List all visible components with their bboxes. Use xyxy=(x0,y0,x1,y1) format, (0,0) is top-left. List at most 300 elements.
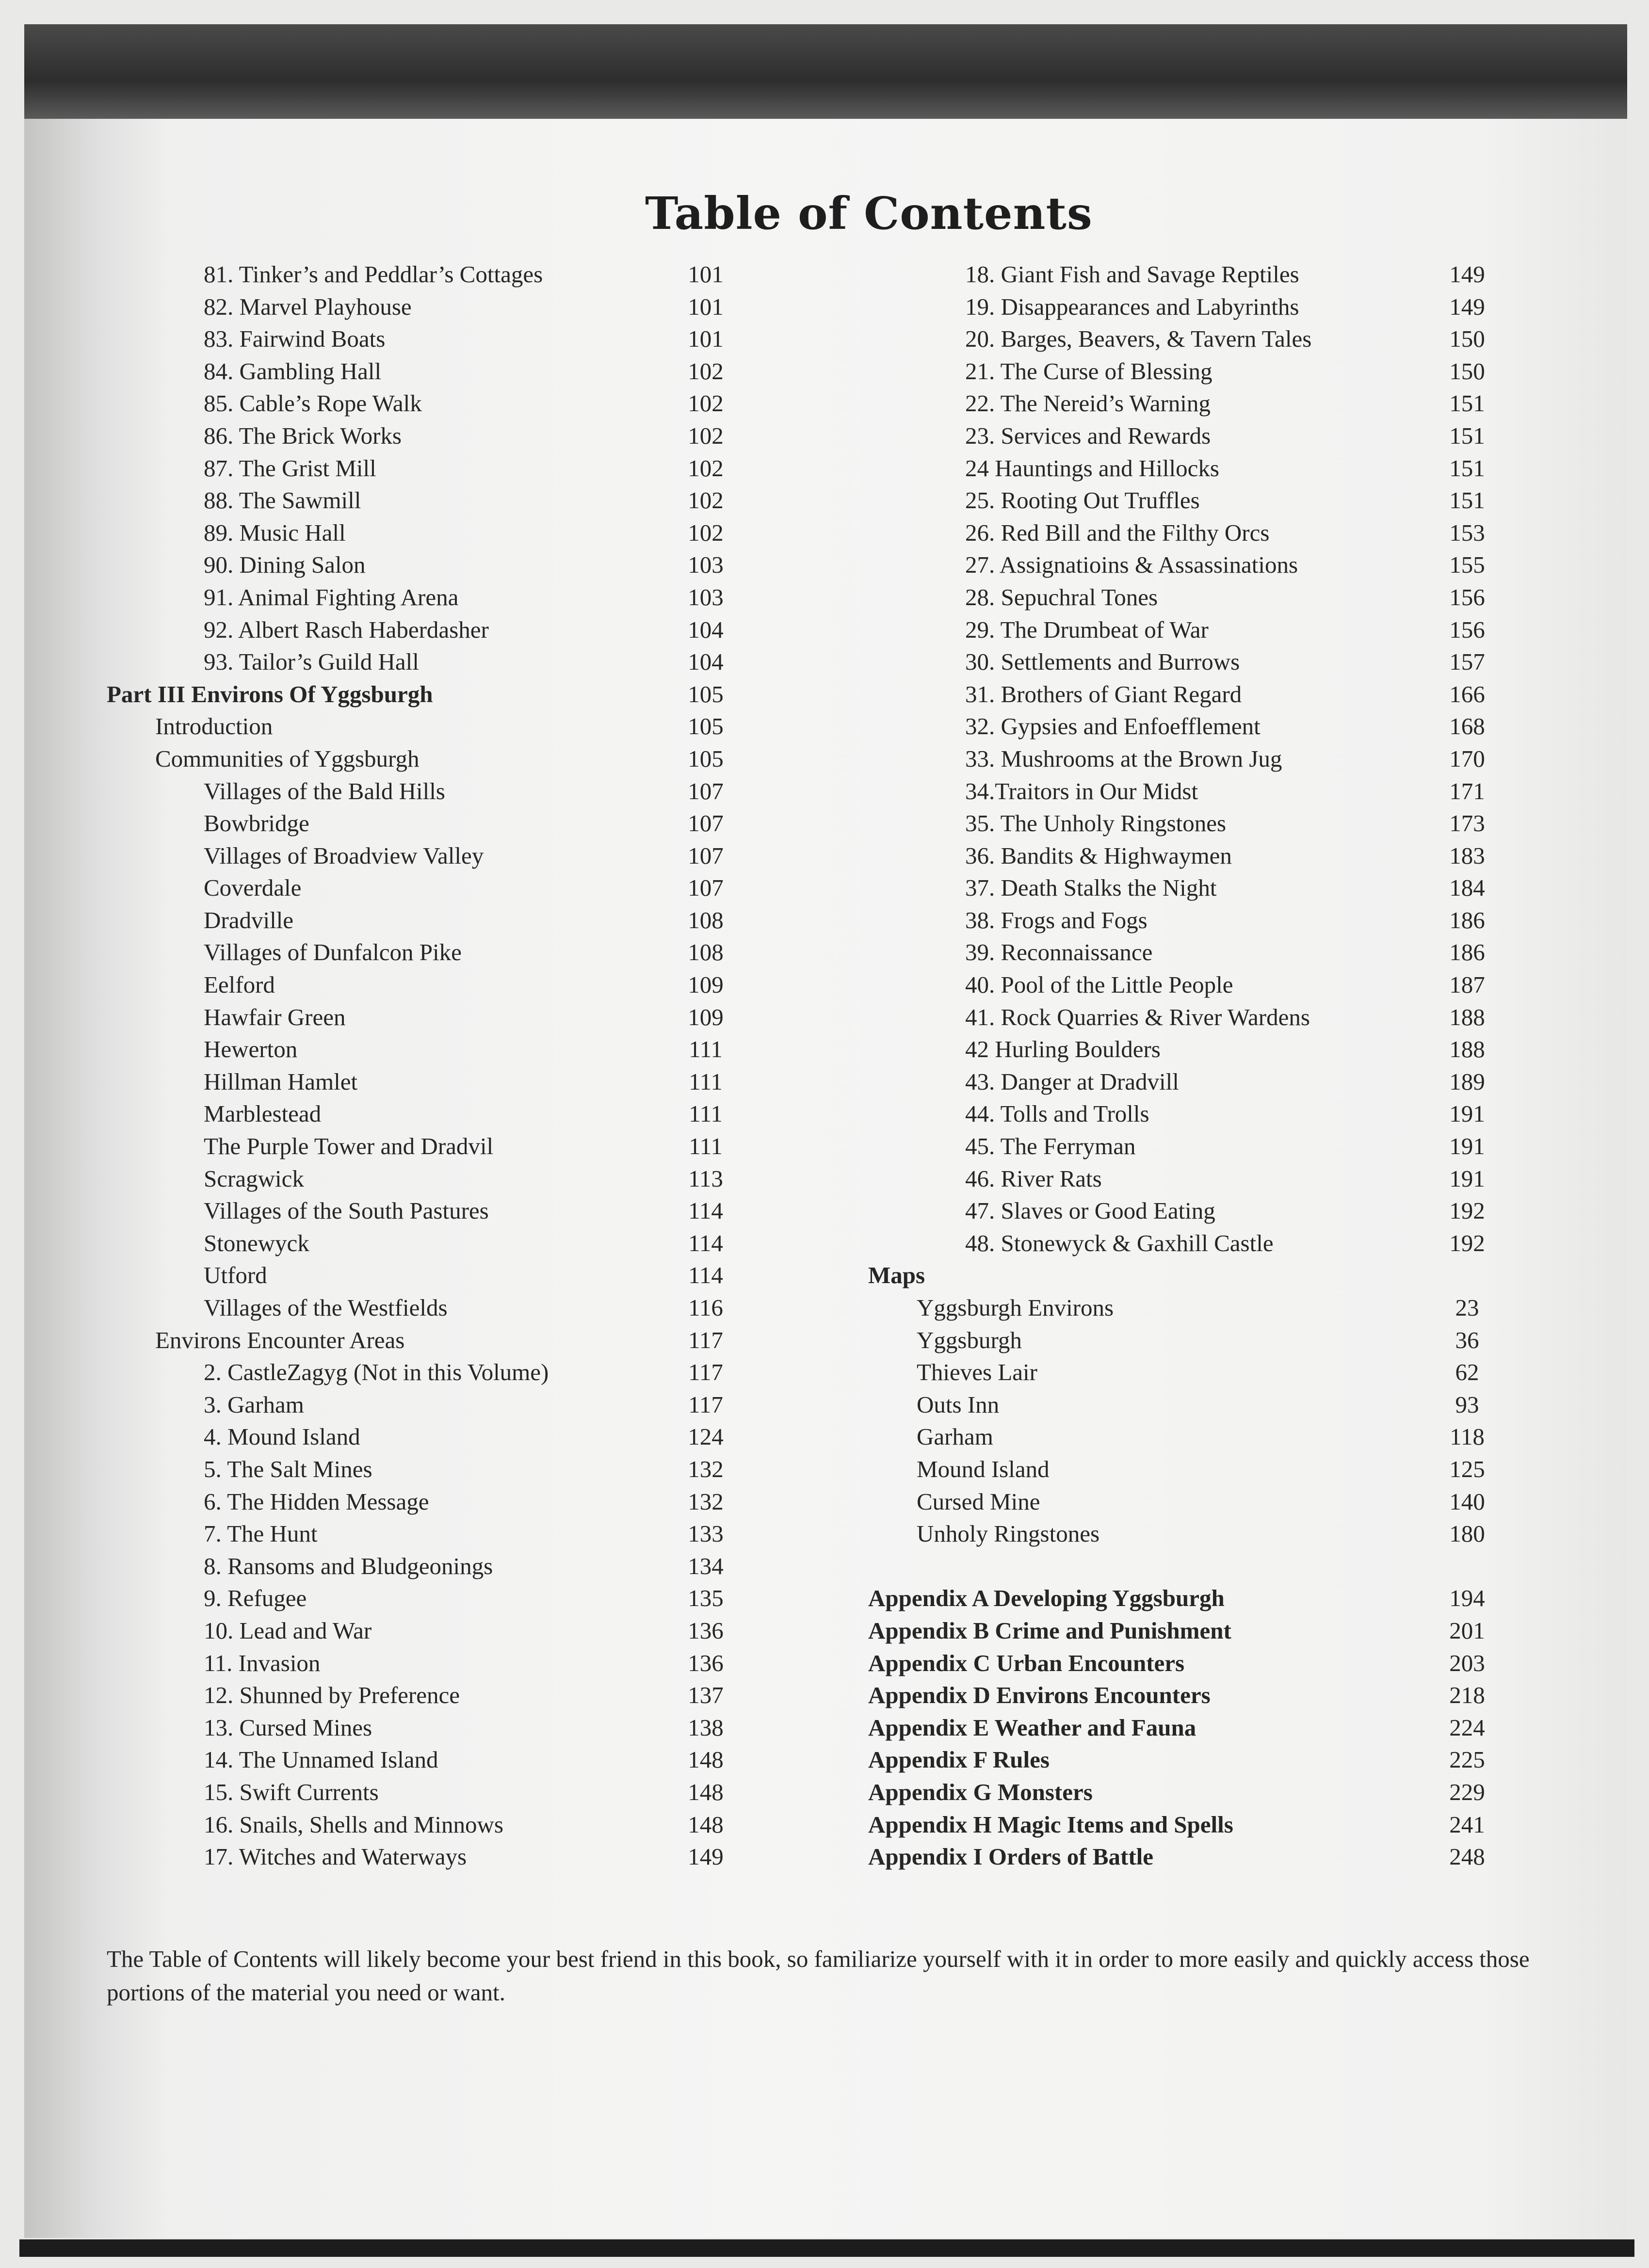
toc-entry xyxy=(868,323,1504,355)
toc-entry-title: 36. Bandits & Highwaymen xyxy=(965,842,1232,869)
toc-entry-title: 38. Frogs and Fogs xyxy=(965,906,1148,933)
toc-entry-title: 3. Garham xyxy=(204,1391,304,1418)
toc-entry xyxy=(107,969,742,1001)
toc-page-number: 149 xyxy=(1449,293,1485,320)
toc-entry xyxy=(868,452,1504,485)
toc-entry xyxy=(868,1486,1504,1518)
toc-entry-title: Appendix F Rules xyxy=(868,1746,1050,1773)
toc-entry-title: 30. Settlements and Burrows xyxy=(965,648,1240,676)
page-title: Table of Contents xyxy=(645,187,1093,240)
toc-page-number: 113 xyxy=(688,1165,723,1192)
toc-page-number: 188 xyxy=(1449,1036,1485,1063)
toc-entry-title: Environs Encounter Areas xyxy=(155,1326,405,1353)
toc-page-number: 241 xyxy=(1449,1811,1485,1838)
toc-entry-title: 17. Witches and Waterways xyxy=(204,1843,467,1870)
toc-page-number: 109 xyxy=(688,971,724,998)
toc-entry-title: Part III Environs Of Yggsburgh xyxy=(107,680,433,708)
toc-entry-title: Hawfair Green xyxy=(204,1003,346,1030)
toc-page-number: 111 xyxy=(689,1100,723,1127)
toc-entry-title: Eelford xyxy=(204,971,275,998)
toc-page-number: 150 xyxy=(1449,325,1485,353)
toc-page-number: 114 xyxy=(688,1229,723,1256)
toc-page-number: 118 xyxy=(1450,1423,1485,1450)
toc-entry xyxy=(868,387,1504,420)
toc-page-number: 186 xyxy=(1449,906,1485,933)
toc-entry-title: 11. Invasion xyxy=(204,1649,321,1676)
toc-page-number: 171 xyxy=(1449,777,1485,804)
toc-entry-title: Unholy Ringstones xyxy=(917,1520,1100,1547)
toc-entry-title: Cursed Mine xyxy=(917,1488,1040,1515)
toc-page-number: 194 xyxy=(1449,1585,1485,1612)
toc-entry xyxy=(868,807,1504,840)
toc-page-number: 108 xyxy=(688,906,724,933)
toc-entry xyxy=(107,1259,742,1292)
toc-entry xyxy=(868,1421,1504,1453)
toc-page-number: 105 xyxy=(688,680,724,708)
toc-entry xyxy=(868,1227,1504,1260)
toc-page-number: 136 xyxy=(688,1649,724,1676)
toc-page-number: 137 xyxy=(688,1682,724,1709)
toc-entry xyxy=(107,1615,742,1647)
toc-right-column xyxy=(868,258,1504,1873)
toc-entry xyxy=(868,775,1504,808)
toc-entry xyxy=(868,969,1504,1001)
toc-page-number: 103 xyxy=(688,551,724,579)
toc-entry xyxy=(107,387,742,420)
toc-entry-title: 32. Gypsies and Enfoefflement xyxy=(965,713,1261,740)
toc-page-number: 153 xyxy=(1449,519,1485,546)
toc-entry-title: 15. Swift Currents xyxy=(204,1778,379,1805)
toc-page-number: 248 xyxy=(1449,1843,1485,1870)
toc-entry-title: 83. Fairwind Boats xyxy=(204,325,386,353)
toc-entry xyxy=(107,1389,742,1421)
toc-entry xyxy=(107,775,742,808)
toc-entry xyxy=(107,807,742,840)
toc-entry-title: 22. The Nereid’s Warning xyxy=(965,390,1211,417)
toc-page-number: 168 xyxy=(1449,713,1485,740)
toc-entry-title: 20. Barges, Beavers, & Tavern Tales xyxy=(965,325,1312,353)
toc-page-number: 105 xyxy=(688,745,724,772)
toc-entry xyxy=(868,1098,1504,1130)
toc-entry-title: 26. Red Bill and the Filthy Orcs xyxy=(965,519,1270,546)
toc-page-number: 62 xyxy=(1455,1359,1479,1386)
toc-entry-title: 82. Marvel Playhouse xyxy=(204,293,412,320)
toc-entry xyxy=(107,291,742,323)
toc-entry-title: The Purple Tower and Dradvil xyxy=(204,1133,494,1160)
toc-entry-title: 7. The Hunt xyxy=(204,1520,318,1547)
toc-page-number: 125 xyxy=(1449,1455,1485,1482)
toc-page-number: 156 xyxy=(1449,583,1485,611)
toc-entry xyxy=(107,1292,742,1324)
toc-page-number: 203 xyxy=(1449,1649,1485,1676)
toc-section-heading xyxy=(868,1679,1504,1712)
toc-entry xyxy=(868,517,1504,549)
toc-page-number: 133 xyxy=(688,1520,724,1547)
toc-entry-title: Yggsburgh xyxy=(917,1326,1022,1353)
toc-entry-title: Appendix I Orders of Battle xyxy=(868,1843,1153,1870)
scan-bottom-edge xyxy=(19,2239,1634,2257)
toc-entry-title: 25. Rooting Out Truffles xyxy=(965,487,1200,514)
toc-entry-title: 10. Lead and War xyxy=(204,1617,372,1644)
toc-section-heading xyxy=(868,1615,1504,1647)
toc-section-heading xyxy=(868,1809,1504,1841)
toc-page-number: 151 xyxy=(1449,390,1485,417)
toc-page-number: 189 xyxy=(1449,1068,1485,1095)
toc-entry-title: 85. Cable’s Rope Walk xyxy=(204,390,422,417)
toc-entry-title: 23. Services and Rewards xyxy=(965,422,1211,449)
toc-page-number: 105 xyxy=(688,713,724,740)
toc-spacer xyxy=(868,1550,1504,1583)
toc-page-number: 107 xyxy=(688,777,724,804)
toc-entry-title: Dradville xyxy=(204,906,294,933)
toc-entry-title: 41. Rock Quarries & River Wardens xyxy=(965,1003,1310,1030)
toc-entry xyxy=(107,1582,742,1615)
toc-entry xyxy=(868,1324,1504,1357)
toc-entry xyxy=(868,1033,1504,1066)
toc-entry-title: Garham xyxy=(917,1423,993,1450)
toc-entry xyxy=(868,1453,1504,1486)
toc-page-number: 135 xyxy=(688,1585,724,1612)
toc-entry xyxy=(868,743,1504,775)
toc-page-number: 132 xyxy=(688,1488,724,1515)
toc-page-number: 187 xyxy=(1449,971,1485,998)
toc-entry xyxy=(868,1195,1504,1227)
toc-page-number: 186 xyxy=(1449,939,1485,966)
toc-entry xyxy=(107,646,742,678)
toc-page-number: 111 xyxy=(689,1133,723,1160)
toc-entry-title: Communities of Yggsburgh xyxy=(155,745,420,772)
toc-page-number: 102 xyxy=(688,454,724,482)
toc-entry-title: Bowbridge xyxy=(204,810,309,837)
toc-section-heading xyxy=(868,1841,1504,1873)
toc-entry xyxy=(107,1163,742,1195)
toc-page-number: 102 xyxy=(688,487,724,514)
toc-footnote: The Table of Contents will likely become your best friend in this book, so familiarize yourself with it in order to more easily and quickly access those portions of the material you need or want. xyxy=(107,1946,1530,2006)
toc-entry xyxy=(868,1389,1504,1421)
toc-entry xyxy=(107,1744,742,1776)
toc-section-heading xyxy=(107,678,742,711)
toc-page-number: 173 xyxy=(1449,810,1485,837)
toc-entry-title: 87. The Grist Mill xyxy=(204,454,376,482)
toc-page-number: 102 xyxy=(688,390,724,417)
toc-entry-title: Appendix D Environs Encounters xyxy=(868,1682,1211,1709)
toc-page-number: 111 xyxy=(689,1068,723,1095)
toc-entry-title: Villages of the Westfields xyxy=(204,1294,448,1321)
toc-page-number: 107 xyxy=(688,810,724,837)
toc-entry-title: 5. The Salt Mines xyxy=(204,1455,372,1482)
toc-page-number: 225 xyxy=(1449,1746,1485,1773)
toc-entry xyxy=(107,452,742,485)
toc-entry-title: Villages of the South Pastures xyxy=(204,1197,489,1224)
toc-entry xyxy=(107,1195,742,1227)
toc-section-heading xyxy=(868,1582,1504,1615)
toc-page-number: 229 xyxy=(1449,1778,1485,1805)
toc-entry xyxy=(868,646,1504,678)
toc-entry xyxy=(868,840,1504,872)
toc-entry-title: Appendix B Crime and Punishment xyxy=(868,1617,1231,1644)
toc-entry-title: 40. Pool of the Little People xyxy=(965,971,1233,998)
toc-page-number: 101 xyxy=(688,325,724,353)
toc-entry-title: 33. Mushrooms at the Brown Jug xyxy=(965,745,1282,772)
toc-page-number: 192 xyxy=(1449,1197,1485,1224)
toc-page-number: 101 xyxy=(688,261,724,288)
toc-page-number: 140 xyxy=(1449,1488,1485,1515)
toc-entry xyxy=(107,1647,742,1680)
toc-entry xyxy=(868,1066,1504,1098)
toc-page-number: 132 xyxy=(688,1455,724,1482)
toc-entry-title: 14. The Unnamed Island xyxy=(204,1746,438,1773)
toc-entry xyxy=(107,1227,742,1260)
toc-page-number: 180 xyxy=(1449,1520,1485,1547)
toc-entry-title: 47. Slaves or Good Eating xyxy=(965,1197,1215,1224)
toc-entry xyxy=(107,840,742,872)
toc-entry xyxy=(107,1550,742,1583)
toc-entry-title: Hillman Hamlet xyxy=(204,1068,358,1095)
toc-page-number: 117 xyxy=(688,1391,723,1418)
toc-page-number: 184 xyxy=(1449,874,1485,901)
toc-entry-title: 29. The Drumbeat of War xyxy=(965,616,1209,643)
toc-page-number: 224 xyxy=(1449,1714,1485,1741)
toc-page-number: 148 xyxy=(688,1811,724,1838)
toc-page-number: 191 xyxy=(1449,1100,1485,1127)
toc-entry-title: Hewerton xyxy=(204,1036,298,1063)
toc-entry xyxy=(868,258,1504,291)
toc-entry-title: 88. The Sawmill xyxy=(204,487,361,514)
toc-entry xyxy=(868,355,1504,388)
toc-entry xyxy=(107,1486,742,1518)
toc-entry xyxy=(868,936,1504,969)
toc-entry xyxy=(107,1098,742,1130)
toc-page-number: 151 xyxy=(1449,454,1485,482)
toc-section-heading xyxy=(868,1712,1504,1744)
toc-entry-title: 81. Tinker’s and Peddlar’s Cottages xyxy=(204,261,543,288)
toc-entry-title: 6. The Hidden Message xyxy=(204,1488,429,1515)
toc-entry-title: 46. River Rats xyxy=(965,1165,1102,1192)
toc-entry-title: 45. The Ferryman xyxy=(965,1133,1136,1160)
toc-left-column xyxy=(107,258,742,1873)
toc-page-number: 201 xyxy=(1449,1617,1485,1644)
toc-entry xyxy=(868,484,1504,517)
toc-entry xyxy=(107,420,742,452)
toc-entry-title: 89. Music Hall xyxy=(204,519,346,546)
toc-entry-title: 42 Hurling Boulders xyxy=(965,1036,1161,1063)
toc-page-number: 104 xyxy=(688,616,724,643)
toc-page-number: 149 xyxy=(688,1843,724,1870)
toc-page-number: 114 xyxy=(688,1197,723,1224)
toc-entry-title: Yggsburgh Environs xyxy=(917,1294,1114,1321)
toc-entry-title: 91. Animal Fighting Arena xyxy=(204,583,459,611)
toc-page-number: 148 xyxy=(688,1746,724,1773)
toc-entry xyxy=(868,1518,1504,1550)
toc-entry-title: Appendix E Weather and Fauna xyxy=(868,1714,1196,1741)
toc-entry-title: 93. Tailor’s Guild Hall xyxy=(204,648,419,676)
toc-page-number: 134 xyxy=(688,1552,724,1579)
toc-entry-title: 16. Snails, Shells and Minnows xyxy=(204,1811,503,1838)
toc-entry-title: 28. Sepuchral Tones xyxy=(965,583,1158,611)
toc-page-number: 218 xyxy=(1449,1682,1485,1709)
toc-entry xyxy=(107,614,742,646)
toc-entry xyxy=(107,1776,742,1809)
toc-entry-title: 12. Shunned by Preference xyxy=(204,1682,460,1709)
toc-page-number: 102 xyxy=(688,519,724,546)
toc-entry xyxy=(107,710,742,743)
toc-page-number: 102 xyxy=(688,422,724,449)
toc-entry xyxy=(868,291,1504,323)
toc-entry xyxy=(868,1001,1504,1034)
toc-entry xyxy=(868,1292,1504,1324)
toc-entry xyxy=(868,420,1504,452)
toc-entry xyxy=(107,549,742,581)
toc-entry xyxy=(868,1163,1504,1195)
toc-entry-title: 35. The Unholy Ringstones xyxy=(965,810,1227,837)
toc-page-number: 117 xyxy=(688,1326,723,1353)
toc-entry xyxy=(107,1453,742,1486)
toc-page-number: 155 xyxy=(1449,551,1485,579)
toc-entry-title: 92. Albert Rasch Haberdasher xyxy=(204,616,489,643)
toc-page-number: 192 xyxy=(1449,1229,1485,1256)
toc-page-number: 191 xyxy=(1449,1165,1485,1192)
toc-entry-title: 2. CastleZagyg (Not in this Volume) xyxy=(204,1359,549,1386)
toc-entry xyxy=(107,872,742,904)
toc-entry-title: Appendix G Monsters xyxy=(868,1778,1093,1805)
toc-entry xyxy=(107,1033,742,1066)
toc-section-heading xyxy=(868,1744,1504,1776)
toc-entry xyxy=(107,1679,742,1712)
toc-entry xyxy=(107,1130,742,1163)
toc-page-number: 188 xyxy=(1449,1003,1485,1030)
toc-entry-title: 8. Ransoms and Bludgeonings xyxy=(204,1552,493,1579)
toc-entry-title: 37. Death Stalks the Night xyxy=(965,874,1217,901)
toc-entry xyxy=(107,904,742,937)
toc-page-number: 103 xyxy=(688,583,724,611)
toc-page-number: 170 xyxy=(1449,745,1485,772)
toc-entry-title: Coverdale xyxy=(204,874,302,901)
toc-entry xyxy=(107,1841,742,1873)
toc-page-number: 157 xyxy=(1449,648,1485,676)
toc-entry-title: 43. Danger at Dradvill xyxy=(965,1068,1179,1095)
toc-entry-title: 27. Assignatioins & Assassinations xyxy=(965,551,1298,579)
toc-entry xyxy=(868,1130,1504,1163)
toc-entry-title: Marblestead xyxy=(204,1100,322,1127)
toc-entry-title: 18. Giant Fish and Savage Reptiles xyxy=(965,261,1299,288)
toc-entry xyxy=(868,710,1504,743)
toc-entry-title: Maps xyxy=(868,1262,925,1289)
toc-entry xyxy=(107,1712,742,1744)
toc-entry xyxy=(868,549,1504,581)
toc-page-number: 109 xyxy=(688,1003,724,1030)
toc-page-number: 108 xyxy=(688,939,724,966)
toc-entry-title: Stonewyck xyxy=(204,1229,309,1256)
toc-entry xyxy=(107,1324,742,1357)
toc-section-heading xyxy=(868,1776,1504,1809)
toc-entry-title: 9. Refugee xyxy=(204,1585,307,1612)
toc-page-number: 23 xyxy=(1455,1294,1479,1321)
toc-page-number: 136 xyxy=(688,1617,724,1644)
toc-page-number: 138 xyxy=(688,1714,724,1741)
toc-entry xyxy=(868,581,1504,614)
toc-entry-title: 90. Dining Salon xyxy=(204,551,366,579)
toc-entry xyxy=(868,904,1504,937)
toc-entry-title: Appendix C Urban Encounters xyxy=(868,1649,1185,1676)
toc-entry xyxy=(868,1356,1504,1389)
toc-entry-title: Outs Inn xyxy=(917,1391,1000,1418)
toc-entry-title: 21. The Curse of Blessing xyxy=(965,357,1212,385)
toc-entry xyxy=(107,484,742,517)
toc-page-number: 166 xyxy=(1449,680,1485,708)
toc-page-number: 101 xyxy=(688,293,724,320)
toc-entry xyxy=(107,355,742,388)
toc-page-number: 104 xyxy=(688,648,724,676)
toc-page-number: 124 xyxy=(688,1423,724,1450)
toc-entry-title: Thieves Lair xyxy=(917,1359,1037,1386)
toc-entry xyxy=(107,1001,742,1034)
toc-entry xyxy=(868,678,1504,711)
toc-entry xyxy=(107,1518,742,1550)
toc-section-heading xyxy=(868,1259,1504,1292)
toc-entry-title: 19. Disappearances and Labyrinths xyxy=(965,293,1299,320)
toc-page-number: 150 xyxy=(1449,357,1485,385)
toc-entry-title: Scragwick xyxy=(204,1165,304,1192)
toc-entry-title: Villages of Dunfalcon Pike xyxy=(204,939,462,966)
toc-page-number: 191 xyxy=(1449,1133,1485,1160)
toc-page-number: 149 xyxy=(1449,261,1485,288)
toc-entry-title: 13. Cursed Mines xyxy=(204,1714,372,1741)
toc-page-number: 107 xyxy=(688,842,724,869)
toc-entry xyxy=(107,581,742,614)
toc-entry-title: Mound Island xyxy=(917,1455,1050,1482)
toc-page-number: 151 xyxy=(1449,487,1485,514)
toc-entry-title: 39. Reconnaissance xyxy=(965,939,1153,966)
toc-page-number: 36 xyxy=(1455,1326,1479,1353)
toc-page-number: 111 xyxy=(689,1036,723,1063)
toc-page-number: 151 xyxy=(1449,422,1485,449)
toc-page-number: 107 xyxy=(688,874,724,901)
toc-entry-title: Villages of Broadview Valley xyxy=(204,842,484,869)
toc-entry-title: Introduction xyxy=(155,713,273,740)
toc-entry xyxy=(868,872,1504,904)
toc-entry-title: 84. Gambling Hall xyxy=(204,357,382,385)
toc-entry xyxy=(107,258,742,291)
toc-entry xyxy=(107,743,742,775)
toc-entry-title: 24 Hauntings and Hillocks xyxy=(965,454,1219,482)
toc-entry-title: 86. The Brick Works xyxy=(204,422,402,449)
toc-entry xyxy=(107,1356,742,1389)
toc-page-number: 102 xyxy=(688,357,724,385)
toc-entry xyxy=(868,614,1504,646)
toc-entry xyxy=(107,1421,742,1453)
toc-page-number: 116 xyxy=(688,1294,723,1321)
toc-entry-title: 48. Stonewyck & Gaxhill Castle xyxy=(965,1229,1274,1256)
toc-entry-title: Appendix A Developing Yggsburgh xyxy=(868,1585,1225,1612)
toc-page-number: 148 xyxy=(688,1778,724,1805)
toc-section-heading xyxy=(868,1647,1504,1680)
toc-entry-title: 34.Traitors in Our Midst xyxy=(965,777,1198,804)
toc-page-number: 156 xyxy=(1449,616,1485,643)
toc-entry-title: 4. Mound Island xyxy=(204,1423,360,1450)
toc-entry xyxy=(107,323,742,355)
toc-entry-title: Appendix H Magic Items and Spells xyxy=(868,1811,1233,1838)
scan-top-edge xyxy=(24,24,1627,119)
toc-entry-title: 44. Tolls and Trolls xyxy=(965,1100,1149,1127)
toc-page-number: 114 xyxy=(688,1262,723,1289)
toc-entry xyxy=(107,936,742,969)
toc-entry-title: 31. Brothers of Giant Regard xyxy=(965,680,1242,708)
toc-entry xyxy=(107,517,742,549)
toc-entry-title: Utford xyxy=(204,1262,267,1289)
toc-page-number: 183 xyxy=(1449,842,1485,869)
toc-page-number: 117 xyxy=(688,1359,723,1386)
toc-page-number: 93 xyxy=(1455,1391,1479,1418)
